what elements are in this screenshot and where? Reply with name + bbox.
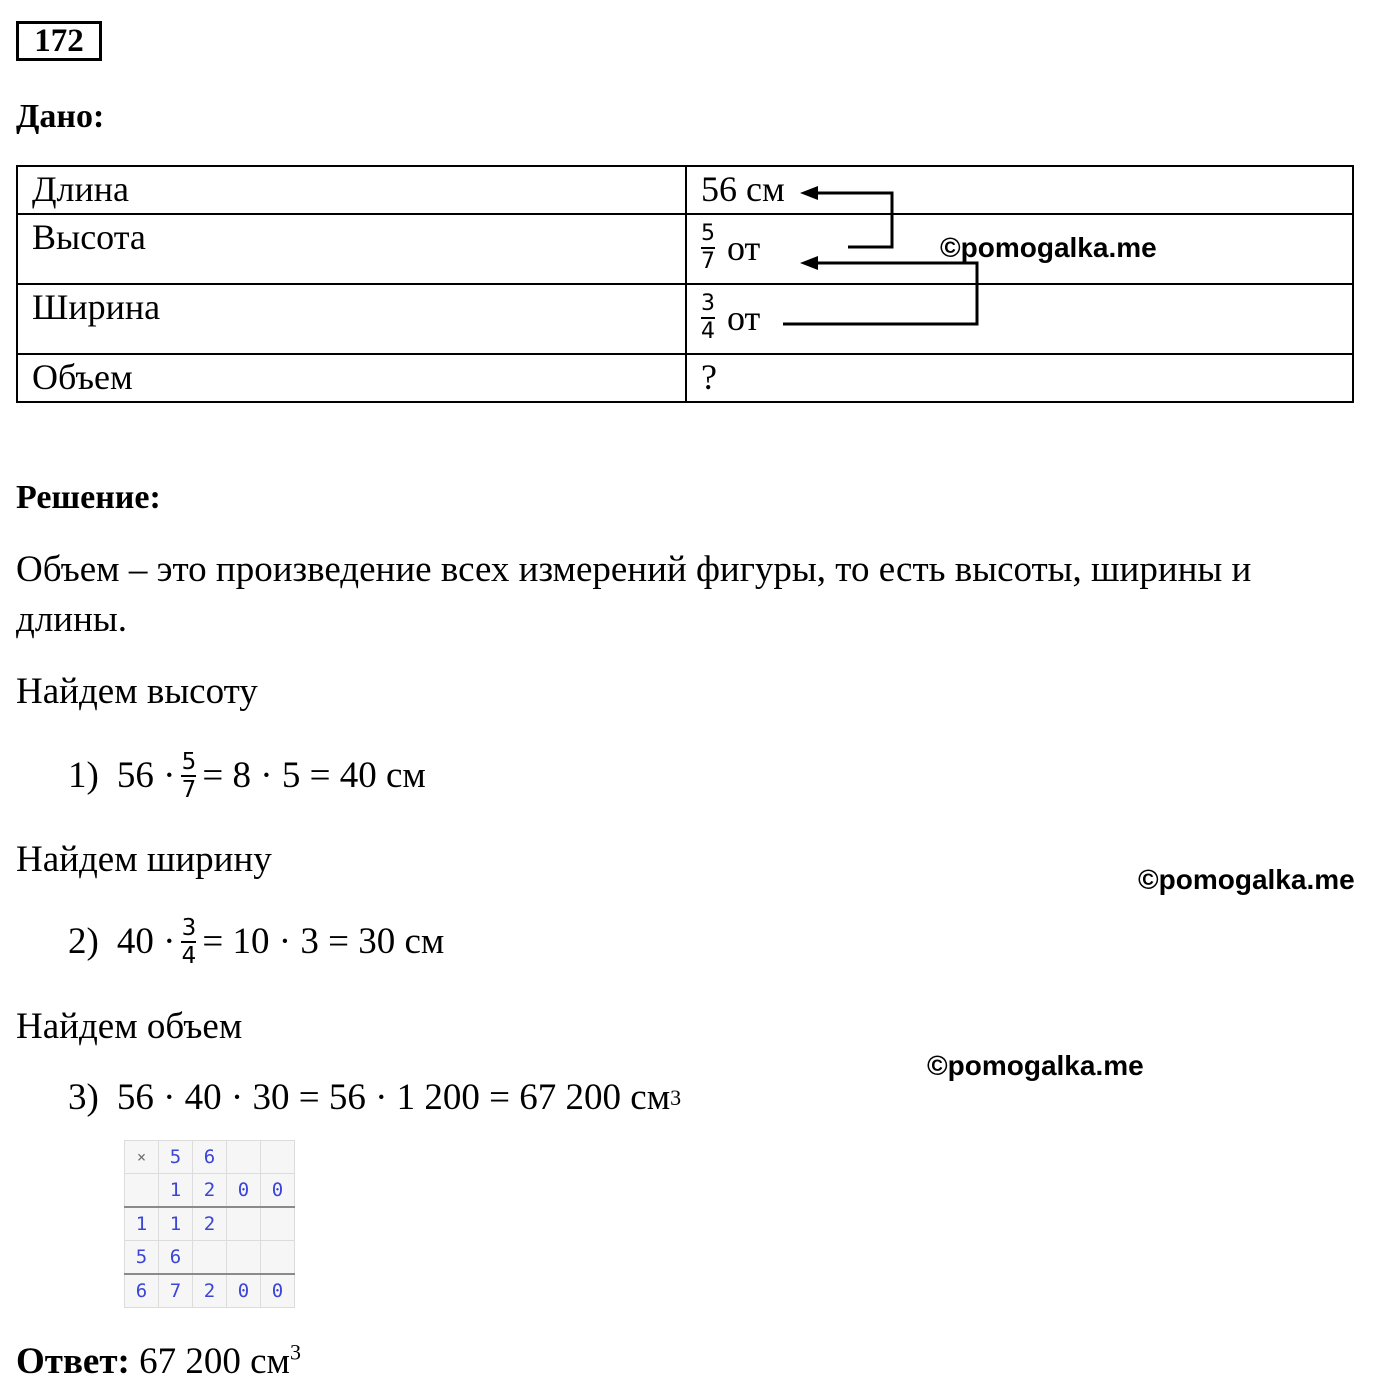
row-label-height: Высота — [17, 214, 686, 284]
fraction-denominator: 4 — [701, 319, 715, 344]
table-row — [17, 284, 1353, 354]
watermark: ©pomogalka.me — [927, 1050, 1144, 1081]
step-title-volume: Найдем объем — [16, 1006, 243, 1047]
table-row — [17, 166, 1353, 214]
fraction — [181, 751, 196, 801]
calc-cell: 6 — [125, 1274, 159, 1308]
of-label: от — [727, 228, 761, 268]
calc-cell: 2 — [193, 1274, 227, 1308]
calc-cell: 1 — [159, 1207, 193, 1241]
calc-row — [125, 1241, 295, 1275]
calc-cell: 7 — [159, 1274, 193, 1308]
given-table — [16, 165, 1354, 403]
answer-value: 67 200 см — [139, 1341, 290, 1382]
fraction — [701, 293, 715, 343]
equation-right: = 10 · 3 = 30 см — [202, 921, 445, 962]
calc-cell: 5 — [159, 1141, 193, 1174]
step-equation-volume: 3) 56 · 40 · 30 = 56 · 1 200 = 67 200 см 3 — [68, 1077, 682, 1118]
table-row — [17, 354, 1353, 402]
fraction-numerator: 3 — [701, 291, 715, 316]
calc-cell — [193, 1241, 227, 1275]
row-value-volume: ? — [686, 354, 1353, 402]
calc-cell: 1 — [125, 1207, 159, 1241]
calc-cell: 0 — [261, 1274, 295, 1308]
multiply-sign-icon: × — [125, 1141, 159, 1174]
step-index: 1) — [68, 755, 99, 796]
given-heading: Дано: — [16, 98, 105, 135]
calc-row — [125, 1207, 295, 1241]
step-title-width: Найдем ширину — [16, 839, 272, 880]
calc-cell — [125, 1174, 159, 1208]
calc-cell: 2 — [193, 1207, 227, 1241]
column-multiplication — [124, 1140, 295, 1308]
answer-label: Ответ: — [16, 1341, 130, 1382]
calc-cell — [227, 1241, 261, 1275]
calc-cell — [261, 1207, 295, 1241]
calc-row — [125, 1141, 295, 1174]
calc-row — [125, 1274, 295, 1308]
answer — [16, 1340, 301, 1384]
fraction-numerator: 5 — [701, 221, 715, 246]
step-title-height: Найдем высоту — [16, 671, 258, 712]
equation-left: 56 · — [116, 755, 176, 796]
calc-cell — [261, 1241, 295, 1275]
calc-cell — [227, 1141, 261, 1174]
problem-number: 172 — [16, 21, 102, 61]
answer-exponent: 3 — [289, 1339, 301, 1365]
solution-heading: Решение: — [16, 479, 161, 516]
calc-cell — [261, 1141, 295, 1174]
solution-intro: Объем – это произведение всех измерений фигуры, то есть высоты, ширины и длины. — [16, 549, 1252, 640]
fraction-numerator: 3 — [181, 915, 197, 941]
watermark: ©pomogalka.me — [1138, 864, 1355, 895]
row-value-width — [686, 284, 1353, 354]
step-index: 2) — [68, 921, 99, 962]
fraction-numerator: 5 — [181, 749, 197, 775]
equation-left: 40 · — [116, 921, 176, 962]
calc-cell: 1 — [159, 1174, 193, 1208]
calc-cell: 6 — [193, 1141, 227, 1174]
fraction-denominator: 4 — [181, 943, 197, 969]
calc-cell: 6 — [159, 1241, 193, 1275]
calc-cell: 0 — [227, 1174, 261, 1208]
equation-right: = 8 · 5 = 40 см — [202, 755, 426, 796]
step-equation-width — [68, 912, 444, 972]
calc-cell: 2 — [193, 1174, 227, 1208]
row-value-length: 56 см — [686, 166, 1353, 214]
fraction — [181, 917, 196, 967]
step-equation-height — [68, 746, 426, 806]
row-label-length: Длина — [17, 166, 686, 214]
equation-expression: 56 · 40 · 30 = 56 · 1 200 = 67 200 см — [116, 1077, 671, 1118]
calc-cell: 0 — [227, 1274, 261, 1308]
calc-row — [125, 1174, 295, 1208]
fraction-denominator: 7 — [181, 777, 197, 803]
fraction — [701, 223, 715, 273]
step-index: 3) — [68, 1077, 99, 1118]
watermark: ©pomogalka.me — [940, 232, 1157, 263]
calc-cell — [227, 1207, 261, 1241]
calc-cell: 5 — [125, 1241, 159, 1275]
calc-cell: 0 — [261, 1174, 295, 1208]
of-label: от — [727, 298, 761, 338]
fraction-denominator: 7 — [701, 249, 715, 274]
row-label-volume: Объем — [17, 354, 686, 402]
row-label-width: Ширина — [17, 284, 686, 354]
